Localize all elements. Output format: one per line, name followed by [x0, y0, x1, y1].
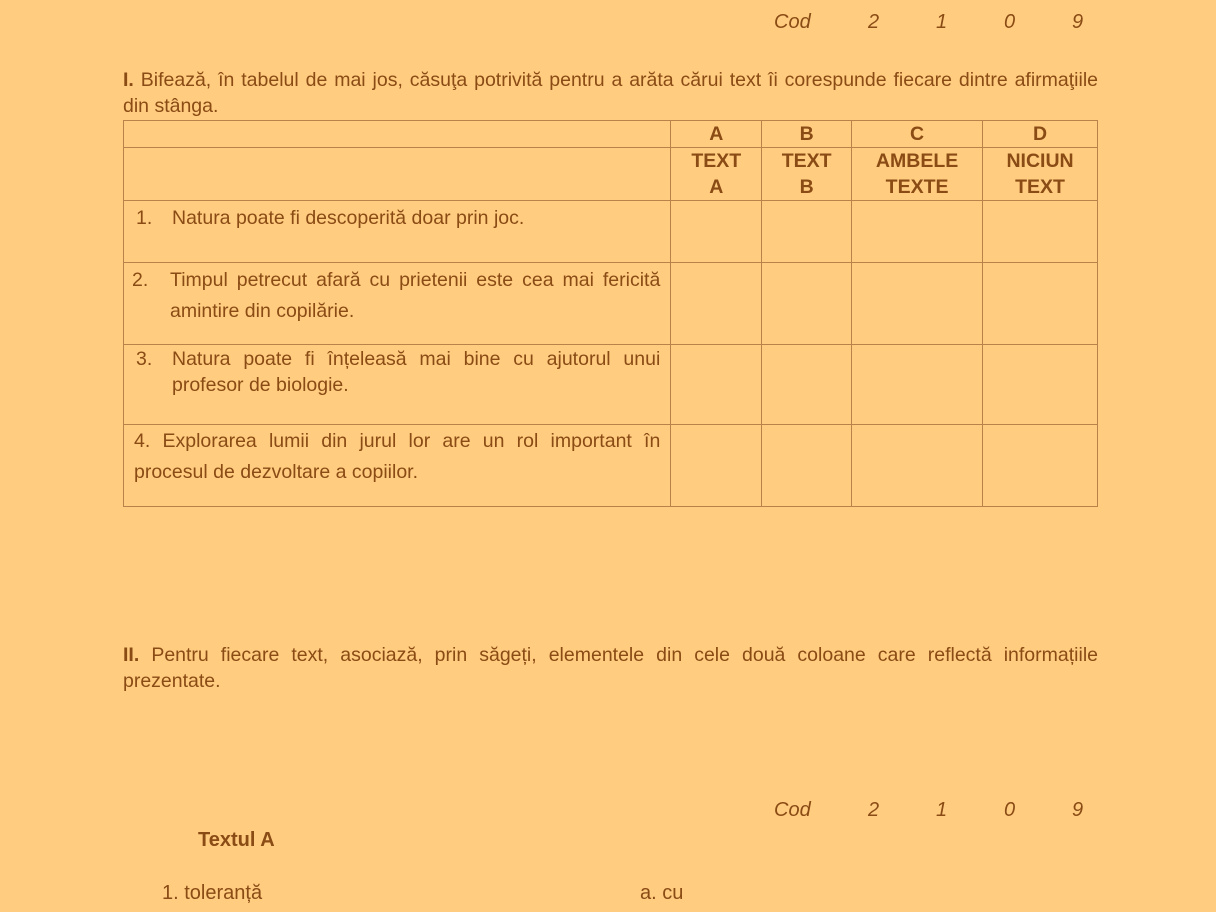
text-a-title: Textul A	[198, 829, 275, 851]
left-column-item: 1. toleranță	[162, 882, 263, 904]
section2-instruction	[123, 642, 1098, 694]
code-label: Cod	[774, 799, 811, 821]
header-line: TEXTE	[885, 176, 949, 198]
column-header	[983, 148, 1098, 201]
header-line: AMBELE	[875, 150, 959, 172]
checkbox-cell[interactable]	[671, 345, 762, 425]
statement-cell	[124, 425, 671, 507]
column-header	[762, 148, 852, 201]
column-header	[671, 148, 762, 201]
statement-number: 3.	[136, 348, 153, 370]
header-line: TEXT	[1015, 176, 1065, 198]
statement-number: 4.	[134, 430, 151, 452]
column-letter: C	[852, 121, 983, 148]
checkbox-cell[interactable]	[762, 263, 852, 345]
statement-text: Explorarea lumii din jurul lor are un rol important în procesul de dezvoltare a copiilor.	[134, 430, 661, 483]
checkbox-cell[interactable]	[671, 425, 762, 507]
code-digit: 9	[1072, 11, 1084, 33]
answer-table	[123, 120, 1098, 507]
code-row-top	[774, 11, 1140, 34]
statement-text: Natura poate fi descoperită doar prin joc.	[172, 207, 525, 229]
checkbox-cell[interactable]	[762, 201, 852, 263]
code-digit: 1	[936, 799, 948, 821]
section2-roman: II.	[123, 644, 140, 666]
header-line: A	[709, 176, 724, 198]
statement-number: 2.	[132, 269, 149, 291]
statement-cell	[124, 201, 671, 263]
header-line: TEXT	[691, 150, 742, 172]
section1-instruction	[123, 67, 1098, 119]
table-header-row	[124, 148, 1098, 201]
table-row	[124, 201, 1098, 263]
checkbox-cell[interactable]	[983, 201, 1098, 263]
section2-text: Pentru fiecare text, asociază, prin săgeți, elementele din cele două coloane care reflectă informațiile prezentate.	[123, 644, 1098, 692]
statement-text: Timpul petrecut afară cu prietenii este cea mai fericită amintire din copilărie.	[170, 269, 661, 322]
checkbox-cell[interactable]	[983, 425, 1098, 507]
blank-cell	[124, 148, 671, 201]
checkbox-cell[interactable]	[852, 345, 983, 425]
column-letter: B	[762, 121, 852, 148]
header-line: NICIUN	[1006, 150, 1074, 172]
table-row	[124, 263, 1098, 345]
code-row-bottom	[774, 799, 1140, 822]
code-digit: 1	[936, 11, 948, 33]
checkbox-cell[interactable]	[762, 345, 852, 425]
code-digit: 0	[1004, 11, 1016, 33]
column-letter: A	[671, 121, 762, 148]
statement-cell	[124, 345, 671, 425]
statement-cell	[124, 263, 671, 345]
code-digit: 2	[868, 799, 880, 821]
code-label: Cod	[774, 11, 811, 33]
code-digit: 2	[868, 11, 880, 33]
checkbox-cell[interactable]	[852, 201, 983, 263]
checkbox-cell[interactable]	[852, 263, 983, 345]
right-column-item: a. cu	[640, 882, 684, 904]
table-row	[124, 425, 1098, 507]
checkbox-cell[interactable]	[983, 345, 1098, 425]
checkbox-cell[interactable]	[983, 263, 1098, 345]
checkbox-cell[interactable]	[762, 425, 852, 507]
section1-roman: I.	[123, 69, 134, 91]
code-digit: 9	[1072, 799, 1084, 821]
table-letter-row	[124, 121, 1098, 148]
column-letter: D	[983, 121, 1098, 148]
blank-cell	[124, 121, 671, 148]
statement-number: 1.	[136, 207, 153, 229]
section1-text: Bifează, în tabelul de mai jos, căsuţa potrivită pentru a arăta cărui text îi corespunde fiecare dintre afirmaţiile din stânga.	[123, 69, 1099, 117]
code-digit: 0	[1004, 799, 1016, 821]
statement-text: Natura poate fi înțeleasă mai bine cu ajutorul unui profesor de biologie.	[172, 348, 661, 396]
checkbox-cell[interactable]	[852, 425, 983, 507]
table-row	[124, 345, 1098, 425]
header-line: B	[799, 176, 814, 198]
column-header	[852, 148, 983, 201]
header-line: TEXT	[781, 150, 832, 172]
checkbox-cell[interactable]	[671, 201, 762, 263]
checkbox-cell[interactable]	[671, 263, 762, 345]
